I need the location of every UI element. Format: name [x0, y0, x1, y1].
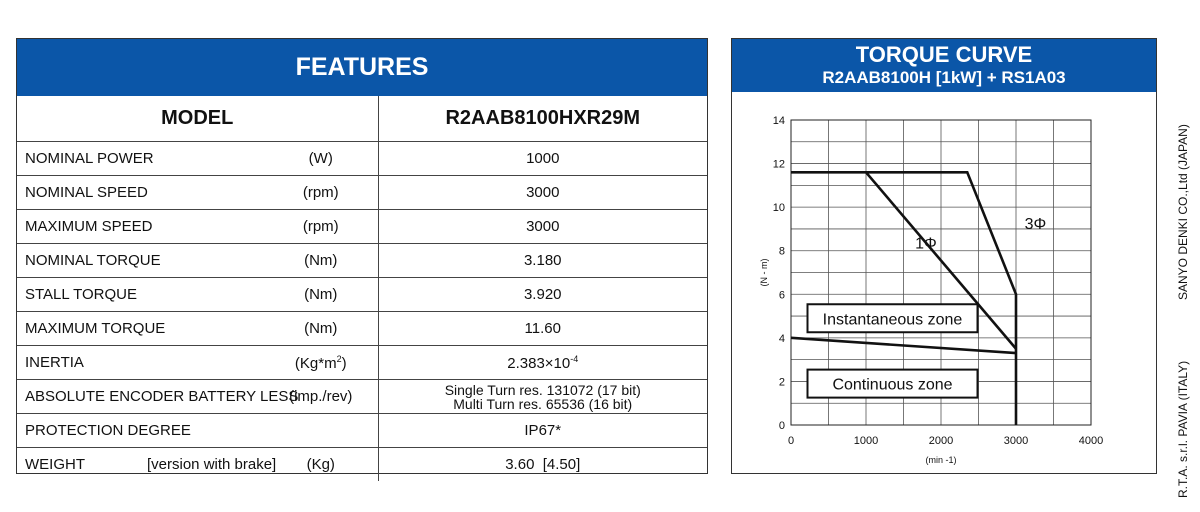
row-name: NOMINAL SPEED — [17, 176, 264, 210]
row-unit: (rpm) — [264, 210, 378, 244]
model-label: MODEL — [17, 96, 378, 142]
row-unit: (Nm) — [264, 312, 378, 346]
rta-credit: R.T.A. s.r.l. PAVIA (ITALY) — [1176, 360, 1190, 498]
inertia-value: $2.383\times 10^{-4}$ — [378, 346, 707, 380]
torque-chart — [732, 92, 1156, 473]
phase-label: 3Φ — [1024, 215, 1047, 233]
inertia-row — [17, 346, 707, 380]
x-axis-label: (min -1) — [925, 455, 957, 465]
encoder-line-2: Multi Turn res. 65536 (16 bit) — [453, 395, 633, 412]
row-name: NOMINAL POWER — [17, 142, 264, 176]
table-row — [17, 176, 707, 210]
row-value: 3.180 — [378, 244, 707, 278]
encoder-name: ABSOLUTE ENCODER BATTERY LESS — [17, 380, 264, 414]
table-row — [17, 142, 707, 176]
y-tick-label: 10 — [772, 202, 785, 215]
encoder-value — [378, 380, 707, 414]
table-row — [17, 312, 707, 346]
x-tick-label: 4000 — [1078, 435, 1104, 447]
row-name: STALL TORQUE — [17, 278, 264, 312]
y-tick-label: 4 — [778, 332, 785, 345]
row-value: 3000 — [378, 210, 707, 244]
row-value: 3.920 — [378, 278, 707, 312]
torque-title: TORQUE CURVE — [855, 42, 1033, 67]
x-tick-label: 2000 — [928, 435, 954, 447]
table-row — [17, 244, 707, 278]
row-unit: (Nm) — [264, 244, 378, 278]
protection-unit — [264, 414, 378, 448]
row-unit: (rpm) — [264, 176, 378, 210]
model-value: R2AAB8100HXR29M — [378, 96, 707, 142]
row-value: 1000 — [378, 142, 707, 176]
row-value: 11.60 — [378, 312, 707, 346]
features-panel — [16, 38, 708, 474]
x-tick-label: 1000 — [853, 435, 879, 447]
row-value: 3000 — [378, 176, 707, 210]
y-tick-label: 12 — [772, 158, 785, 171]
torque-panel — [731, 38, 1157, 474]
zone-label: Continuous zone — [832, 376, 953, 394]
x-tick-label: 0 — [787, 435, 795, 447]
table-row — [17, 278, 707, 312]
features-title: FEATURES — [17, 39, 707, 96]
table-row — [17, 210, 707, 244]
protection-value: IP67* — [378, 414, 707, 448]
y-axis-label: (N - m) — [759, 258, 769, 287]
inertia-unit: $(Kg*m^2)$ — [264, 346, 378, 380]
protection-row — [17, 414, 707, 448]
encoder-unit: (imp./rev) — [264, 380, 378, 414]
weight-note: [version with brake] — [147, 456, 277, 473]
encoder-line-1: Single Turn res. 131072 (17 bit) — [444, 381, 641, 398]
torque-subtitle: R2AAB8100H [1kW] + RS1A03 — [822, 68, 1066, 87]
row-name: MAXIMUM TORQUE — [17, 312, 264, 346]
torque-header — [732, 39, 1156, 92]
x-tick-label: 3000 — [1003, 435, 1029, 447]
row-name: NOMINAL TORQUE — [17, 244, 264, 278]
weight-name: WEIGHT [version with brake] — [25, 456, 277, 473]
protection-name: PROTECTION DEGREE — [17, 414, 264, 448]
inertia-name: INERTIA — [17, 346, 264, 380]
features-table — [17, 96, 707, 481]
zone-label: Instantaneous zone — [822, 311, 963, 329]
y-tick-label: 2 — [778, 376, 785, 389]
weight-unit: (Kg) — [306, 456, 335, 473]
row-unit: (W) — [264, 142, 378, 176]
row-name: MAXIMUM SPEED — [17, 210, 264, 244]
maker-credit: SANYO DENKI CO.,Ltd (JAPAN) — [1176, 124, 1190, 300]
weight-value: 3.60 [4.50] — [378, 448, 707, 482]
row-unit: (Nm) — [264, 278, 378, 312]
encoder-row — [17, 380, 707, 414]
y-tick-label: 6 — [778, 289, 785, 302]
y-tick-label: 0 — [778, 420, 785, 432]
model-row — [17, 96, 707, 142]
y-tick-label: 8 — [778, 245, 785, 258]
y-tick-label: 14 — [772, 115, 785, 127]
phase-label: 1Φ — [915, 235, 937, 253]
weight-row — [17, 448, 707, 482]
